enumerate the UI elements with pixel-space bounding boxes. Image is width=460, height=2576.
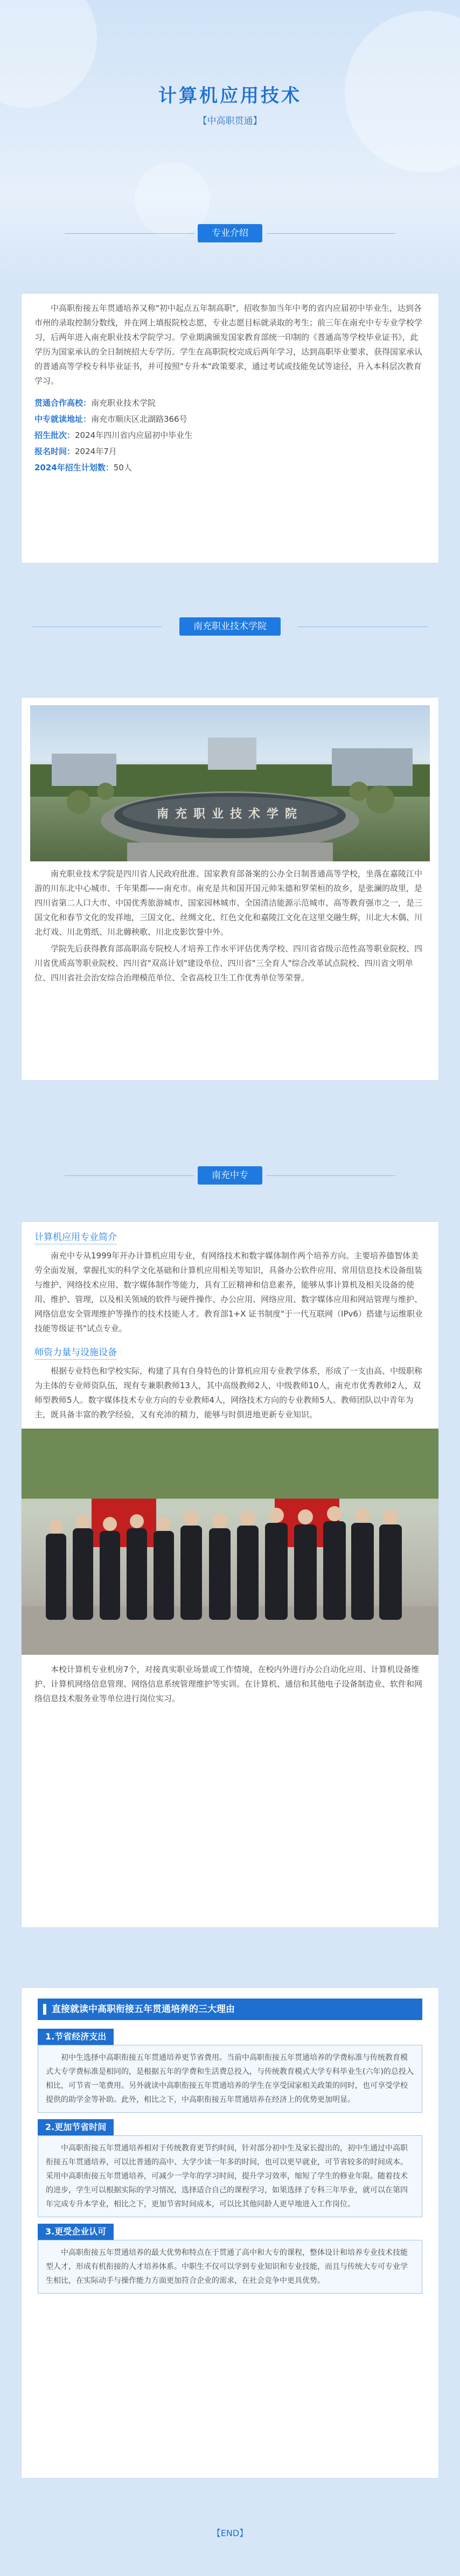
reasons-title: 直接就读中高职衔接五年贯通培养的三大理由 — [38, 1999, 422, 2020]
fact-row: 报名时间：2024年7月 — [34, 447, 117, 456]
section-divider — [298, 626, 428, 627]
middle-card — [22, 1222, 438, 1927]
end-marker: 【END】 — [212, 2528, 248, 2538]
school-paragraph-2: 学院先后获得教育部高职高专院校人才培养工作水平评估优秀学校、四川省省级示范性高等职业院校、四川省优质高等职业院校、四川省"双高计划"建设单位、四川省"三全育人"综合改革试点院校、四川省文明单位、四川省社会治安综合治理模范单位、全省高校卫生工作优秀单位等荣誉。 — [34, 944, 423, 983]
fact-row: 招生批次：2024年四川省内应届初中毕业生 — [34, 430, 193, 440]
page-subtitle: 【中高职贯通】 — [198, 116, 262, 127]
page-title: 计算机应用技术 — [158, 85, 302, 107]
campus-photo — [30, 705, 430, 861]
intro-card — [22, 294, 438, 563]
school-card — [22, 698, 438, 1080]
reason-body: 初中生选择中高职衔接五年贯通培养更节省费用。当前中高职衔接五年贯通培养的学费标准与传统教育模式大专学费标准是相同的，是根据五年的学费和生活费总投入，与传统教育模式大学专科毕业生(六年)的总投入相比，可节省一笔费用。另外就读中高职衔接五年贯通培养的学生在享受国家相关政策的同时，也可享受学校提供的助学金等补助。此外，相比之下，中高职衔接五年贯通培养在经济上的优势更加明显。 — [38, 2045, 422, 2113]
fact-row: 贯通合作高校：南充职业技术学院 — [34, 398, 156, 408]
gate-inscription: 南充职业技术学院 — [156, 807, 303, 821]
section-divider — [266, 1175, 395, 1176]
subheading-major-intro: 计算机应用专业简介 — [34, 1229, 117, 1244]
teachers-photo — [22, 1429, 438, 1655]
intro-paragraph: 中高职衔接五年贯通培养又称"初中起点五年制高职"，招收参加当年中考的省内应届初中毕业生，达到各市州的录取控制分数线，并在网上填报院校志愿，专业志愿目标就录取的考生；前三年在南充中专专业学校学习，后两年进入南充职业技术学院学习。学业期满颁发国家教育部统一印制的《普通高等学校毕业证书》，此学历为国家承认的全日制统招大专学历。学生在高职院校完成后两年学习，达到高职毕业要求，获得国家承认的普通高等学校专科毕业证书，并可按照"专升本"政策要求，通过考试或技能免试等途径，升入本科层次教育学习。 — [34, 303, 423, 386]
reason-tag: 1.节省经济支出 — [38, 2029, 114, 2045]
section-title-school: 南充职业技术学院 — [179, 617, 281, 636]
section-divider — [65, 1175, 194, 1176]
section-title-intro: 专业介绍 — [198, 224, 262, 242]
reasons-card — [22, 1988, 438, 2478]
reason-body: 中高职衔接五年贯通培养的最大优势和特点在于贯通了高中和大专的课程，整体设计和培养专业技术技能型人才，形成有机衔接的人才培养体系。中职生不仅可以学到专业知识和专业技能，而且与传统大专可专业学生相比，在实际动手与操作能力方面更加符合企业的需求，在社会竞争中更具优势。 — [38, 2240, 422, 2294]
reason-tag: 2.更加节省时间 — [38, 2119, 114, 2135]
section-divider — [65, 233, 194, 234]
section-divider — [32, 626, 162, 627]
faculty-paragraph: 根据专业特色和学校实际，构建了具有自身特色的计算机应用专业教学体系，形成了一支由高、中级职称为主体的专业师资队伍，现有专兼职教师13人，其中高级教师2人，中级教师10人，南充市优秀教师2人，双师型教师5人。数字媒体技术专业方向的专业教师4人，网络技术方向的专业教师5人。教师团队以中青年为主，既具备丰富的教学经验，又有充沛的精力，能够与时俱进地更新专业知识。 — [34, 1366, 423, 1419]
reason-body: 中高职衔接五年贯通培养相对于传统教育更节约时间，针对部分初中生及家长提出的，初中生通过中高职衔接五年贯通培养，可以比普通的高中、大学少读一年多的时间，也可以更早就业，可节省较多的时间成本。采用中高职衔接五年贯通培养，可减少一学年的学习时间，提升学习效率，缩短了学生的修业年限。随着技术的进步，学生可以根据实际的学习情况，选择适合自己的课程学习，如果选择了专科三年毕业，就可以在第四年完成专升本学业，相比之下，更加节省时间成本，可以比其他同龄人更早地进入工作岗位。 — [38, 2135, 422, 2217]
fact-row: 中专就读地址：南充市顺庆区北湖路366号 — [34, 414, 187, 424]
subheading-faculty: 师资力量与设施设备 — [34, 1345, 117, 1360]
major-intro-paragraph: 南充中专从1999年开办计算机应用专业，有网络技术和数字媒体制作两个培养方向。主要培养德智体美劳全面发展，掌握扎实的科学文化基础和计算机应用相关等知识，具备办公软件应用、常用信息技术设备组装与维护、网络技术应用、数字媒体制作等能力，具有工匠精神和信息素养，能够从事计算机及相关设备的使用、维护、管理，以及相关领域的软件与硬件操作、办公应用、网络应用、数字媒体应用和网站管理与维护、网络信息安全管理维护等操作的技术技能人才。教育部1+X 证书制度"于一代互联网（IPv6）搭建与运维职业技能等级证书"试点专业。 — [34, 1251, 423, 1333]
school-paragraph-1: 南充职业技术学院是四川省人民政府批准、国家教育部备案的公办全日制普通高等学校，坐落在嘉陵江中游的川东北中心城市、千年果都——南充市。南充是共和国开国元帅朱德和罗荣桓的故乡，是张澜的故里，是四川省第二人口大市、中国优秀旅游城市、国家园林城市、全国清洁能源示范城市、高等教育强市之一，是三国文化和春节文化的发祥地，三国文化、丝绸文化、红色文化和嘉陵江文化在这里交融生辉，川北大木偶、川北灯戏、川北剪纸、川北薅秧歌、川北皮影饮誉中外。 — [34, 869, 423, 937]
fact-row: 2024年招生计划数：50人 — [34, 463, 132, 472]
reason-tag: 3.更受企业认可 — [38, 2224, 114, 2240]
facilities-paragraph: 本校计算机专业机房7个，对接真实职业场景或工作情境，在校内外进行办公自动化应用、计算机设备维护、计算机网络信息管理、网络信息系统管理维护等实训。在计算机、通信和其他电子设备制造业、软件和网络信息技术服务业等单位进行岗位实习。 — [34, 1665, 423, 1703]
section-divider — [266, 233, 395, 234]
section-title-middle: 南充中专 — [198, 1166, 262, 1185]
intro-facts — [34, 395, 426, 476]
